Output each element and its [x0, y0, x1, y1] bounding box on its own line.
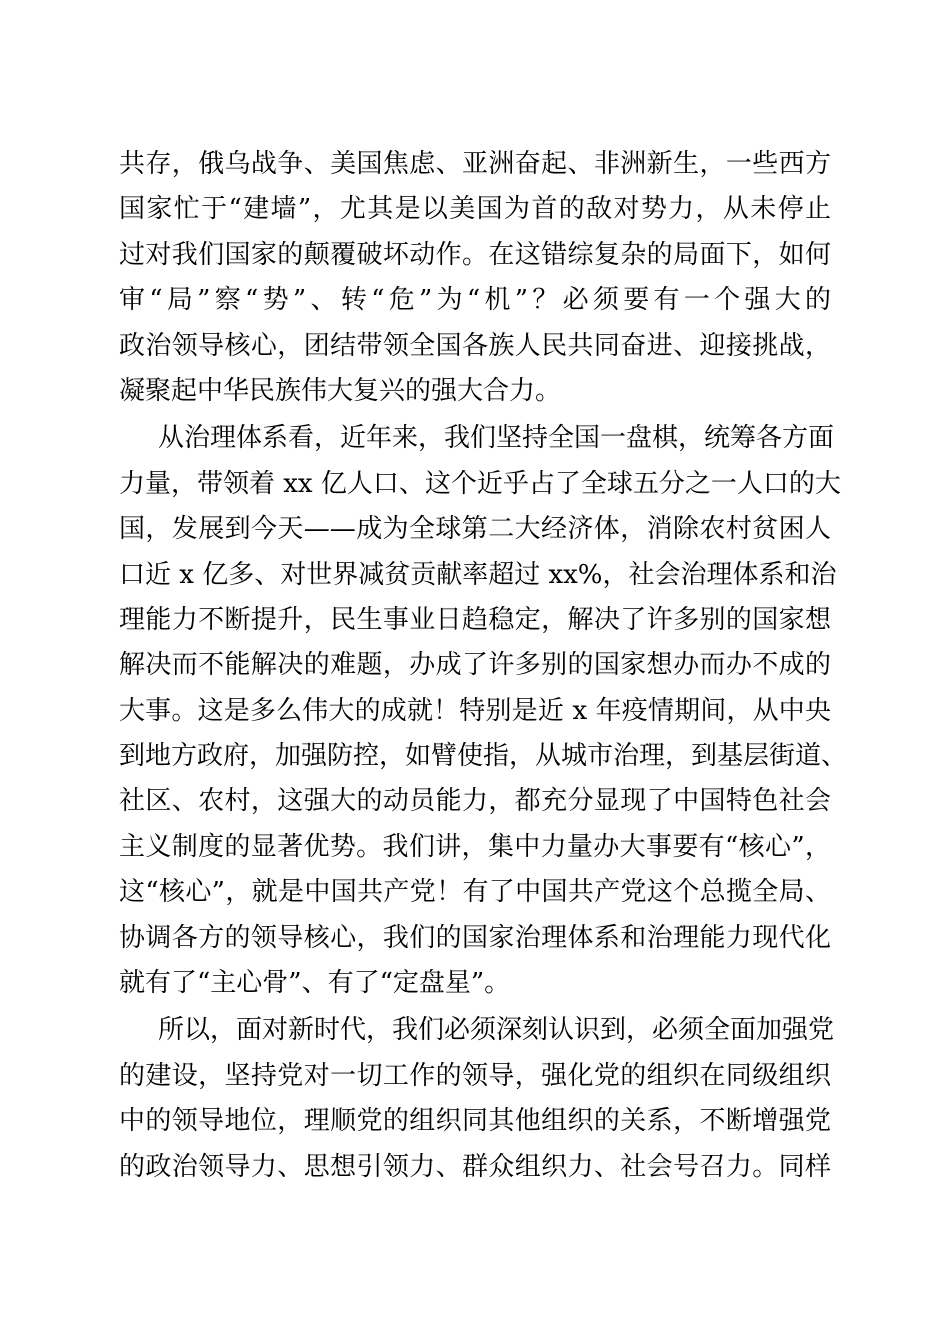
text-line: 解决而不能解决的难题，办成了许多别的国家想办而办不成的	[119, 650, 831, 681]
text-line: 这“核心”，就是中国共产党！有了中国共产党这个总揽全局、	[119, 877, 831, 908]
text-line: 凝聚起中华民族伟大复兴的强大合力。	[119, 375, 562, 406]
text-line: 的建设，坚持党对一切工作的领导，强化党的组织在同级组织	[119, 1060, 831, 1091]
text-line: 主义制度的显著优势。我们讲，集中力量办大事要有“核心”，	[119, 831, 831, 862]
paragraph-1	[119, 142, 831, 414]
text-line: 从治理体系看，近年来，我们坚持全国一盘棋，统筹各方面	[158, 423, 835, 454]
text-line: 政治领导核心，团结带领全国各族人民共同奋进、迎接挑战，	[119, 330, 831, 361]
text-line: 国家忙于“建墙”，尤其是以美国为首的敌对势力，从未停止	[119, 194, 831, 225]
text-line: 中的领导地位，理顺党的组织同其他组织的关系，不断增强党	[119, 1106, 831, 1137]
text-line: 口近 x 亿多、对世界减贫贡献率超过 xx%，社会治理体系和治	[119, 559, 837, 590]
text-line: 理能力不断提升，民生事业日趋稳定，解决了许多别的国家想	[119, 604, 831, 635]
paragraph-2	[119, 416, 848, 1006]
document-body	[119, 142, 848, 1190]
text-line: 力量，带领着 xx 亿人口、这个近乎占了全球五分之一人口的大	[119, 468, 841, 499]
text-line: 就有了“主心骨”、有了“定盘星”。	[119, 968, 511, 999]
text-line: 到地方政府，加强防控，如臂使指，从城市治理，到基层街道、	[119, 741, 848, 772]
text-line: 社区、农村，这强大的动员能力，都充分显现了中国特色社会	[119, 786, 831, 817]
text-line: 过对我们国家的颠覆破坏动作。在这错综复杂的局面下，如何	[119, 239, 831, 270]
text-line: 所以，面对新时代，我们必须深刻认识到，必须全面加强党	[158, 1015, 835, 1046]
text-line: 协调各方的领导核心，我们的国家治理体系和治理能力现代化	[119, 922, 831, 953]
paragraph-3	[119, 1008, 835, 1190]
text-line: 审“局”察“势”、转“危”为“机”？必须要有一个强大的	[119, 285, 831, 316]
text-line: 国，发展到今天——成为全球第二大经济体，消除农村贫困人	[119, 514, 831, 545]
text-line: 的政治领导力、思想引领力、群众组织力、社会号召力。同样	[119, 1151, 831, 1182]
text-line: 大事。这是多么伟大的成就！特别是近 x 年疫情期间，从中央	[119, 695, 831, 726]
text-line: 共存，俄乌战争、美国焦虑、亚洲奋起、非洲新生，一些西方	[119, 149, 831, 179]
